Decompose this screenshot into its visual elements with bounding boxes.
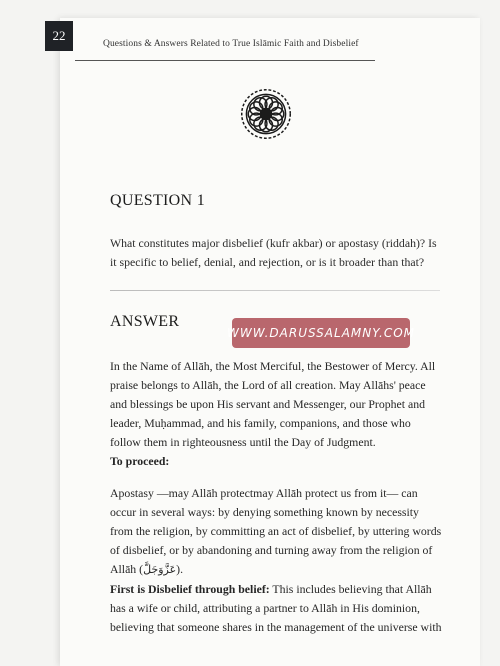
disbelief-belief-text: This includes believing that Allāh has a wife or child, attributing a partner to Allāh in His dominion, believing that someone shares in the management of the universe with (110, 582, 442, 634)
running-header: Questions & Answers Related to True Islāmic Faith and Disbelief (103, 39, 359, 49)
rosette-ornament-icon (238, 86, 294, 142)
answer-paragraph-disbelief-belief (110, 580, 444, 637)
apostasy-text: Apostasy —may Allāh protectmay Allāh protect us from it— can occur in several ways: by denying something known by necessity from the religion, by committing an act of disbelief, by uttering words of disbelief, or by abandoning and turning away from the religion of Allāh ( (110, 486, 442, 576)
answer-title: ANSWER (110, 313, 180, 330)
watermark-banner: WWW.DARUSSALAMNY.COM (232, 318, 410, 348)
question-title: QUESTION 1 (110, 192, 205, 209)
apostasy-end: ). (176, 562, 184, 576)
page-number: 22 (45, 21, 73, 51)
question-text: What constitutes major disbelief (kufr akbar) or apostasy (riddah)? Is it specific to belief, denial, and rejection, or is it broader than that? (110, 236, 437, 269)
arabic-honorific: عَزَّوَجَلَّ (143, 563, 177, 576)
disbelief-belief-heading: First is Disbelief through belief: (110, 582, 270, 596)
header-rule (75, 60, 375, 61)
to-proceed-heading: To proceed: (110, 454, 170, 468)
answer-paragraph-apostasy (110, 484, 444, 579)
section-divider (110, 290, 440, 291)
answer-paragraph-1: In the Name of Allāh, the Most Merciful, the Bestower of Mercy. All praise belongs to Allāh, the Lord of all creation. May Allāhs' peace and blessings be upon His servant and Messenger, our Prophet and leader, Muḥammad, and his family, companions, and those who follow them in righteousness until the Day of Judgment. (110, 359, 436, 449)
